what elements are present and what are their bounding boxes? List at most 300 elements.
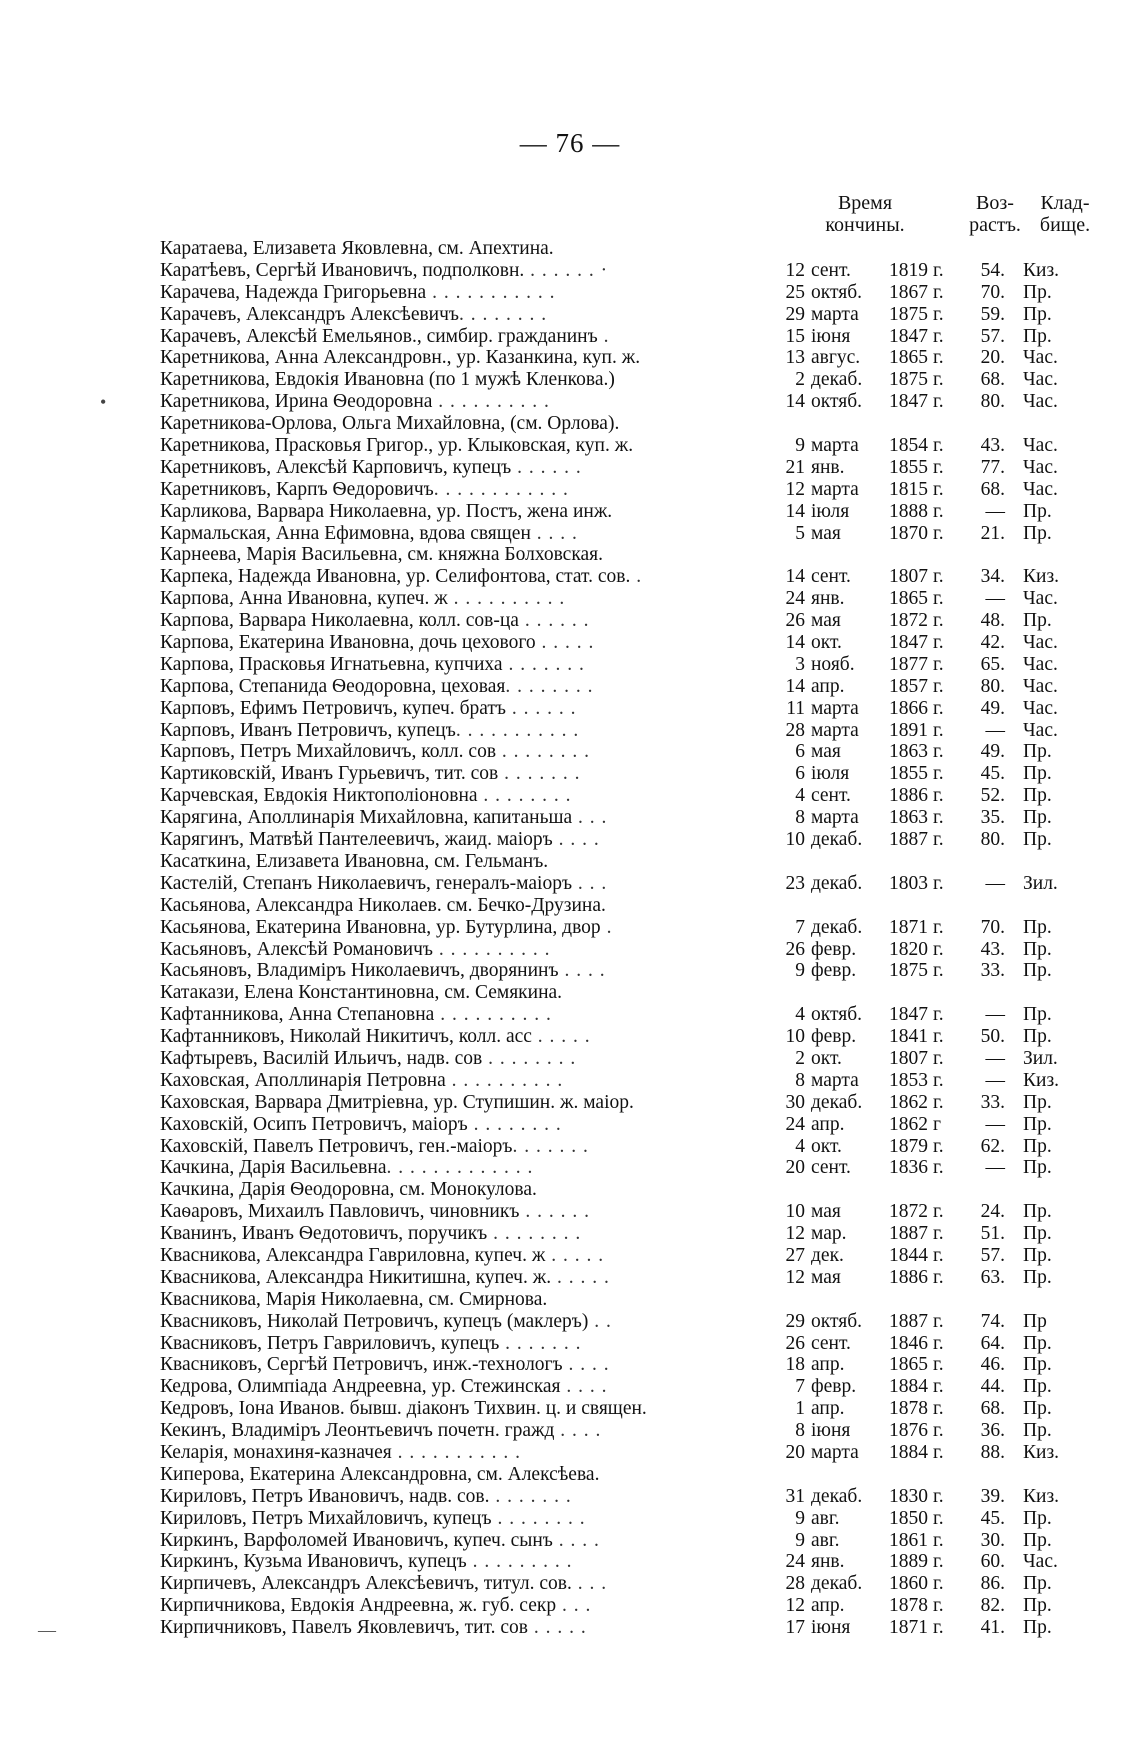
death-month: окт. (811, 632, 842, 654)
register-entry (160, 326, 1100, 348)
death-day: 1 (795, 1398, 805, 1420)
register-entry (160, 391, 1100, 413)
death-month: марта (811, 1069, 859, 1091)
death-month: дек. (811, 1244, 844, 1266)
death-year: 1872 (889, 610, 928, 632)
death-year: 1875 (889, 303, 928, 325)
entry-name: Кастелій, Степанъ Николаевичъ, генералъ-маіоръ . . . (160, 872, 608, 894)
age-at-death: 68. (980, 369, 1005, 391)
death-month: октяб. (811, 1004, 862, 1026)
cemetery: Пр. (1023, 938, 1052, 960)
death-month: марта (811, 697, 859, 719)
register-entry (160, 1530, 1100, 1552)
entry-name: Каховскій, Осипъ Петровичъ, маіоръ . . . . . . . . (160, 1113, 562, 1135)
register-entry (160, 785, 1100, 807)
cross-reference-entry (160, 982, 1100, 1004)
leader-dots: . . (588, 1310, 612, 1332)
cemetery: Пр. (1023, 1004, 1052, 1026)
age-at-death: — (985, 719, 1005, 741)
cross-reference-entry (160, 238, 1100, 260)
leader-dots: . . . . . . . (512, 1135, 589, 1157)
age-at-death: 48. (980, 610, 1005, 632)
entry-name: Каретникова, Евдокія Ивановна (по 1 мужѣ Кленкова.) (160, 369, 615, 391)
register-entry (160, 260, 1100, 282)
death-year: 1857 (889, 675, 928, 697)
cemetery: Киз. (1023, 1485, 1060, 1507)
age-at-death: 49. (980, 741, 1005, 763)
death-year: 1862 (889, 1113, 928, 1135)
death-year: 1865 (889, 588, 928, 610)
age-at-death: 64. (980, 1332, 1005, 1354)
leader-dots: . . . . (558, 960, 606, 982)
death-month: янв. (811, 1551, 845, 1573)
entry-name: Карпека, Надежда Ивановна, ур. Селифонтова, стат. сов. . (160, 566, 643, 588)
death-year: 1819 (889, 259, 928, 281)
death-day: 29 (785, 1310, 805, 1332)
year-suffix: г. (933, 1507, 944, 1529)
cemetery: Пр. (1023, 741, 1052, 763)
entry-name: Каѳаровъ, Михаилъ Павловичъ, чиновникъ . . . . . . (160, 1201, 590, 1223)
cemetery: Час. (1023, 369, 1058, 391)
cemetery: Пр. (1023, 1398, 1052, 1420)
year-suffix: г. (933, 1069, 944, 1091)
death-month: октяб. (811, 1310, 862, 1332)
age-at-death: — (985, 1113, 1005, 1135)
entry-name: Кармальская, Анна Ефимовна, вдова священ . . . . (160, 522, 578, 544)
death-month: мая (811, 522, 841, 544)
leader-dots: . . . . . . . . (487, 1223, 582, 1245)
entries-list (160, 238, 1100, 1639)
cemetery: Пр. (1023, 1091, 1052, 1113)
cemetery: Пр. (1023, 1201, 1052, 1223)
register-entry (160, 1573, 1100, 1595)
register-entry (160, 304, 1100, 326)
cemetery: Пр. (1023, 1113, 1052, 1135)
cross-reference-entry (160, 1464, 1100, 1486)
register-entry (160, 1114, 1100, 1136)
page-number: — 76 — (519, 128, 621, 158)
age-at-death: 65. (980, 653, 1005, 675)
leader-dots: . . . . . . . . . . (445, 1069, 564, 1091)
cemetery: Пр. (1023, 1507, 1052, 1529)
entry-name: Кафтыревъ, Василій Ильичъ, надв. сов . . . . . . . . (160, 1047, 577, 1069)
death-day: 7 (795, 916, 805, 938)
death-month: декаб. (811, 872, 863, 894)
death-month: октяб. (811, 281, 862, 303)
death-month: мая (811, 1266, 841, 1288)
age-at-death: 46. (980, 1354, 1005, 1376)
leader-dots: . . . . . . . . (496, 741, 591, 763)
entry-name: Карликова, Варвара Николаевна, ур. Постъ, жена инж. (160, 500, 613, 522)
register-entry (160, 610, 1100, 632)
entry-name: Кванинъ, Иванъ Ѳедотовичъ, поручикъ . . . . . . . . (160, 1223, 582, 1245)
year-suffix: г. (933, 1376, 944, 1398)
entry-name: Кафтанниковъ, Николай Никитичъ, колл. асс . . . . . (160, 1026, 591, 1048)
entry-name: Кириловъ, Петръ Михайловичъ, купецъ . . . . . . . . (160, 1507, 586, 1529)
age-at-death: 80. (980, 829, 1005, 851)
death-day: 6 (795, 763, 805, 785)
age-at-death: — (985, 1069, 1005, 1091)
age-at-death: 68. (980, 478, 1005, 500)
leader-dots: . . . (556, 1595, 592, 1617)
cemetery: Пр. (1023, 1135, 1052, 1157)
death-year: 1846 (889, 1332, 928, 1354)
register-entry (160, 960, 1100, 982)
year-suffix: г. (933, 960, 944, 982)
death-day: 12 (785, 1266, 805, 1288)
header-cemetery: Клад- бище. (1039, 192, 1091, 236)
year-suffix: г. (933, 325, 944, 347)
register-entry (160, 1333, 1100, 1355)
death-month: сент. (811, 1332, 851, 1354)
year-suffix: г. (933, 522, 944, 544)
death-month: сент. (811, 1157, 851, 1179)
year-suffix: г. (933, 1529, 944, 1551)
entry-name: Кирпичникова, Евдокія Андреевна, ж. губ. секр . . . (160, 1595, 592, 1617)
death-year: 1871 (889, 1617, 928, 1639)
death-year: 1855 (889, 763, 928, 785)
register-entry (160, 763, 1100, 785)
death-year: 1807 (889, 566, 928, 588)
entry-name: Карпова, Прасковья Игнатьевна, купчиха . . . . . . . (160, 653, 585, 675)
entry-name: Каховская, Варвара Дмитріевна, ур. Ступишин. ж. маіор. (160, 1091, 634, 1113)
entry-name: Карчевская, Евдокія Никтополіоновна . . . . . . . . (160, 785, 572, 807)
leader-dots: . . . . . . . (499, 1332, 582, 1354)
cemetery: Пр. (1023, 325, 1052, 347)
cemetery: Час. (1023, 632, 1058, 654)
entry-name: Квасникова, Александра Никитишна, купеч. ж. . . . . . (160, 1266, 610, 1288)
cross-reference-entry (160, 895, 1100, 917)
age-at-death: 80. (980, 391, 1005, 413)
death-year: 1866 (889, 697, 928, 719)
entry-name: Карачева, Надежда Григорьевна . . . . . . . . . . . (160, 281, 556, 303)
register-entry (160, 1004, 1100, 1026)
entry-name: Кафтанникова, Анна Степановна . . . . . . . . . . (160, 1004, 552, 1026)
year-suffix: г. (933, 369, 944, 391)
year-suffix: г. (933, 610, 944, 632)
death-month: марта (811, 719, 859, 741)
age-at-death: 39. (980, 1485, 1005, 1507)
death-year: 1884 (889, 1441, 928, 1463)
entry-name: Каретникова, Ирина Ѳеодоровна . . . . . . . . . . (160, 391, 550, 413)
death-day: 20 (785, 1441, 805, 1463)
cemetery: Пр. (1023, 1244, 1052, 1266)
leader-dots: . (600, 916, 613, 938)
leader-dots: . (597, 325, 610, 347)
entry-name: Карачевъ, Александръ Алексѣевичъ. . . . . . . . (160, 303, 548, 325)
death-year: 1841 (889, 1026, 928, 1048)
register-entry (160, 807, 1100, 829)
age-at-death: 68. (980, 1398, 1005, 1420)
leader-dots: . . . . . . . . (491, 1507, 586, 1529)
leader-dots: . . . (571, 1573, 608, 1595)
death-day: 6 (795, 741, 805, 763)
register-entry (160, 1048, 1100, 1070)
leader-dots: . . . . . (527, 1617, 587, 1639)
year-suffix: г. (933, 259, 944, 281)
entry-name: Каховскій, Павелъ Петровичъ, ген.-маіоръ. . . . . . . (160, 1135, 589, 1157)
entry-name: Каретникова, Анна Александровн., ур. Казанкина, куп. ж. (160, 347, 641, 369)
death-day: 17 (785, 1617, 805, 1639)
entry-name: Качкина, Дарія Васильевна. . . . . . . . . . . . . (160, 1157, 534, 1179)
death-day: 2 (795, 369, 805, 391)
leader-dots: . . . . . . . . . . (432, 391, 550, 413)
entry-name: Квасниковъ, Петръ Гавриловичъ, купецъ . . . . . . . (160, 1332, 582, 1354)
death-month: сент. (811, 259, 851, 281)
year-suffix: г. (933, 435, 944, 457)
cemetery: Пр. (1023, 1376, 1052, 1398)
death-year: 1870 (889, 522, 928, 544)
age-at-death: 59. (980, 303, 1005, 325)
death-day: 9 (795, 960, 805, 982)
entry-name: Квасниковъ, Николай Петровичъ, купецъ (маклеръ) . . (160, 1310, 612, 1332)
leader-dots: . . . (572, 807, 608, 829)
entry-name: Катакази, Елена Константиновна, см. Семякина. (160, 982, 563, 1004)
register-entry (160, 588, 1100, 610)
leader-dots: . . . . . . . . (459, 303, 548, 325)
register-entry (160, 698, 1100, 720)
entry-name: Карповъ, Петръ Михайловичъ, колл. сов . . . . . . . . (160, 741, 591, 763)
death-year: 1876 (889, 1420, 928, 1442)
death-month: марта (811, 807, 859, 829)
age-at-death: 74. (980, 1310, 1005, 1332)
entry-name: Карповъ, Иванъ Петровичъ, купецъ. . . . . . . . . . . (160, 719, 580, 741)
leader-dots: . . . . . . (518, 610, 590, 632)
year-suffix: г. (933, 785, 944, 807)
year-suffix: г. (933, 916, 944, 938)
register-entry (160, 457, 1100, 479)
entry-name: Карпова, Варвара Николаевна, колл. сов-ца . . . . . . (160, 610, 590, 632)
death-month: янв. (811, 456, 845, 478)
leader-dots: . . . . . . . . . . (433, 938, 551, 960)
death-day: 15 (785, 325, 805, 347)
death-day: 26 (785, 938, 805, 960)
year-suffix: г. (933, 1266, 944, 1288)
death-month: февр. (811, 960, 857, 982)
register-entry (160, 1508, 1100, 1530)
entry-name: Касьянова, Александра Николаев. см. Бечко-Друзина. (160, 894, 606, 916)
entry-name: Карягина, Аполлинарія Михайловна, капитаньша . . . (160, 807, 608, 829)
register-entry (160, 501, 1100, 523)
year-suffix: г. (933, 391, 944, 413)
death-month: февр. (811, 1376, 857, 1398)
death-month: октяб. (811, 391, 862, 413)
register-entry (160, 1026, 1100, 1048)
death-year: 1847 (889, 325, 928, 347)
leader-dots: . . . (572, 872, 608, 894)
death-day: 14 (785, 500, 805, 522)
leader-dots: . . . . (560, 1376, 608, 1398)
margin-dash: — (38, 1620, 56, 1640)
age-at-death: 45. (980, 1507, 1005, 1529)
entry-name: Карнеева, Марія Васильевна, см. княжна Болховская. (160, 544, 604, 566)
cemetery: Пр. (1023, 1354, 1052, 1376)
age-at-death: 41. (980, 1617, 1005, 1639)
year-suffix: г (933, 1113, 941, 1135)
cemetery: Пр. (1023, 1157, 1052, 1179)
age-at-death: — (985, 588, 1005, 610)
entry-name: Карпова, Степанида Ѳеодоровна, цеховая. . . . . . . . (160, 675, 594, 697)
year-suffix: г. (933, 872, 944, 894)
register-entry (160, 1267, 1100, 1289)
leader-dots: . . . . . . . . . . . . . (386, 1157, 534, 1179)
death-year: 1865 (889, 1354, 928, 1376)
year-suffix: г. (933, 303, 944, 325)
death-day: 9 (795, 1529, 805, 1551)
death-year: 1853 (889, 1069, 928, 1091)
death-day: 27 (785, 1244, 805, 1266)
leader-dots: . . . . . . . . (467, 1113, 562, 1135)
year-suffix: г. (933, 1573, 944, 1595)
death-month: іюня (811, 1420, 851, 1442)
leader-dots: . . . . . . . . . . (434, 1004, 552, 1026)
death-month: іюня (811, 1617, 851, 1639)
entry-name: Киперова, Екатерина Александровна, см. Алексѣева. (160, 1463, 600, 1485)
year-suffix: г. (933, 675, 944, 697)
entry-name: Карпова, Анна Ивановна, купеч. ж . . . . . . . . . . (160, 588, 566, 610)
age-at-death: — (985, 1047, 1005, 1069)
cemetery: Час. (1023, 653, 1058, 675)
register-entry (160, 435, 1100, 457)
death-year: 1879 (889, 1135, 928, 1157)
death-day: 18 (785, 1354, 805, 1376)
register-entry (160, 1092, 1100, 1114)
age-at-death: 80. (980, 675, 1005, 697)
cross-reference-entry (160, 1179, 1100, 1201)
year-suffix: г. (933, 938, 944, 960)
entry-name: Кекинъ, Владиміръ Леонтьевичъ почетн. гражд . . . . (160, 1420, 602, 1442)
death-day: 13 (785, 347, 805, 369)
register-entry (160, 1201, 1100, 1223)
death-month: апр. (811, 1354, 845, 1376)
year-suffix: г. (933, 653, 944, 675)
register-entry (160, 1486, 1100, 1508)
death-month: февр. (811, 938, 857, 960)
entry-name: Карачевъ, Алексѣй Емельянов., симбир. гражданинъ . (160, 325, 610, 347)
entry-name: Квасникова, Марія Николаевна, см. Смирнова. (160, 1288, 548, 1310)
entry-name: Каховская, Аполлинарія Петровна . . . . . . . . . . (160, 1069, 564, 1091)
death-month: іюля (811, 763, 850, 785)
entry-name: Качкина, Дарія Ѳеодоровна, см. Монокулова. (160, 1179, 537, 1201)
cemetery: Час. (1023, 456, 1058, 478)
death-year: 1850 (889, 1507, 928, 1529)
cemetery: Киз. (1023, 259, 1060, 281)
death-year: 1820 (889, 938, 928, 960)
age-at-death: 51. (980, 1223, 1005, 1245)
cemetery: Пр. (1023, 1420, 1052, 1442)
year-suffix: г. (933, 1617, 944, 1639)
death-day: 14 (785, 632, 805, 654)
register-entry (160, 654, 1100, 676)
death-day: 9 (795, 435, 805, 457)
death-day: 31 (785, 1485, 805, 1507)
cemetery: Пр. (1023, 1617, 1052, 1639)
entry-name: Каретниковъ, Алексѣй Карповичъ, купецъ . . . . . . (160, 456, 582, 478)
margin-dot: • (100, 392, 107, 412)
death-year: 1872 (889, 1201, 928, 1223)
death-day: 4 (795, 785, 805, 807)
cemetery: Пр. (1023, 1266, 1052, 1288)
death-year: 1891 (889, 719, 928, 741)
death-month: марта (811, 1441, 859, 1463)
death-day: 24 (785, 588, 805, 610)
death-month: апр. (811, 1595, 845, 1617)
cemetery: Час. (1023, 391, 1058, 413)
year-suffix: г. (933, 1135, 944, 1157)
death-month: декаб. (811, 369, 863, 391)
death-year: 1884 (889, 1376, 928, 1398)
death-day: 2 (795, 1047, 805, 1069)
age-at-death: 57. (980, 1244, 1005, 1266)
entry-name: Карпова, Екатерина Ивановна, дочь цехового . . . . . (160, 632, 595, 654)
year-suffix: г. (933, 281, 944, 303)
death-day: 11 (786, 697, 805, 719)
entry-name: Карягинъ, Матвѣй Пантелеевичъ, жаид. маіоръ . . . . (160, 829, 600, 851)
leader-dots: . (630, 566, 643, 588)
register-entry (160, 1398, 1100, 1420)
entry-name: Каратаева, Елизавета Яковлевна, см. Апехтина. (160, 238, 554, 259)
death-month: іюля (811, 500, 850, 522)
year-suffix: г. (933, 632, 944, 654)
age-at-death: 36. (980, 1420, 1005, 1442)
death-day: 26 (785, 610, 805, 632)
death-year: 1888 (889, 500, 928, 522)
register-entry (160, 1245, 1100, 1267)
death-day: 21 (785, 456, 805, 478)
death-year: 1886 (889, 1266, 928, 1288)
death-day: 24 (785, 1551, 805, 1573)
death-year: 1863 (889, 741, 928, 763)
age-at-death: — (985, 872, 1005, 894)
death-year: 1803 (889, 872, 928, 894)
entry-name: Квасниковъ, Сергѣй Петровичъ, инж.-технологъ . . . . (160, 1354, 610, 1376)
death-year: 1861 (889, 1529, 928, 1551)
leader-dots: . . . . . . . . (482, 1047, 577, 1069)
cemetery: Пр. (1023, 763, 1052, 785)
entry-name: Каретниковъ, Карпъ Ѳедоровичъ. . . . . . . . . . . . (160, 478, 569, 500)
death-day: 8 (795, 1069, 805, 1091)
death-day: 4 (795, 1135, 805, 1157)
entry-name: Келарія, монахиня-казначея . . . . . . . . . . . (160, 1441, 521, 1463)
leader-dots: . . . . . . . . . (466, 1551, 573, 1573)
year-suffix: г. (933, 456, 944, 478)
register-entry (160, 829, 1100, 851)
header-time-of-death: Время кончины. (825, 192, 905, 236)
leader-dots: . . . . . . (519, 1201, 590, 1223)
year-suffix: г. (933, 1332, 944, 1354)
age-at-death: 70. (980, 916, 1005, 938)
cemetery: Час. (1023, 697, 1058, 719)
age-at-death: 82. (980, 1595, 1005, 1617)
cemetery: Пр. (1023, 1026, 1052, 1048)
death-month: сент. (811, 785, 851, 807)
leader-dots: . . . . . . . . . . . . (433, 478, 569, 500)
entry-name: Касьянова, Екатерина Ивановна, ур. Бутурлина, двор . (160, 916, 613, 938)
death-day: 14 (785, 391, 805, 413)
death-year: 1860 (889, 1573, 928, 1595)
death-day: 12 (785, 478, 805, 500)
year-suffix: г. (933, 347, 944, 369)
register-entry (160, 1070, 1100, 1092)
death-year: 1887 (889, 1223, 928, 1245)
leader-dots: . . . . . . · (524, 259, 609, 281)
death-year: 1815 (889, 478, 928, 500)
register-entry (160, 720, 1100, 742)
age-at-death: 43. (980, 435, 1005, 457)
year-suffix: г. (933, 478, 944, 500)
cemetery: Пр. (1023, 807, 1052, 829)
death-day: 8 (795, 1420, 805, 1442)
